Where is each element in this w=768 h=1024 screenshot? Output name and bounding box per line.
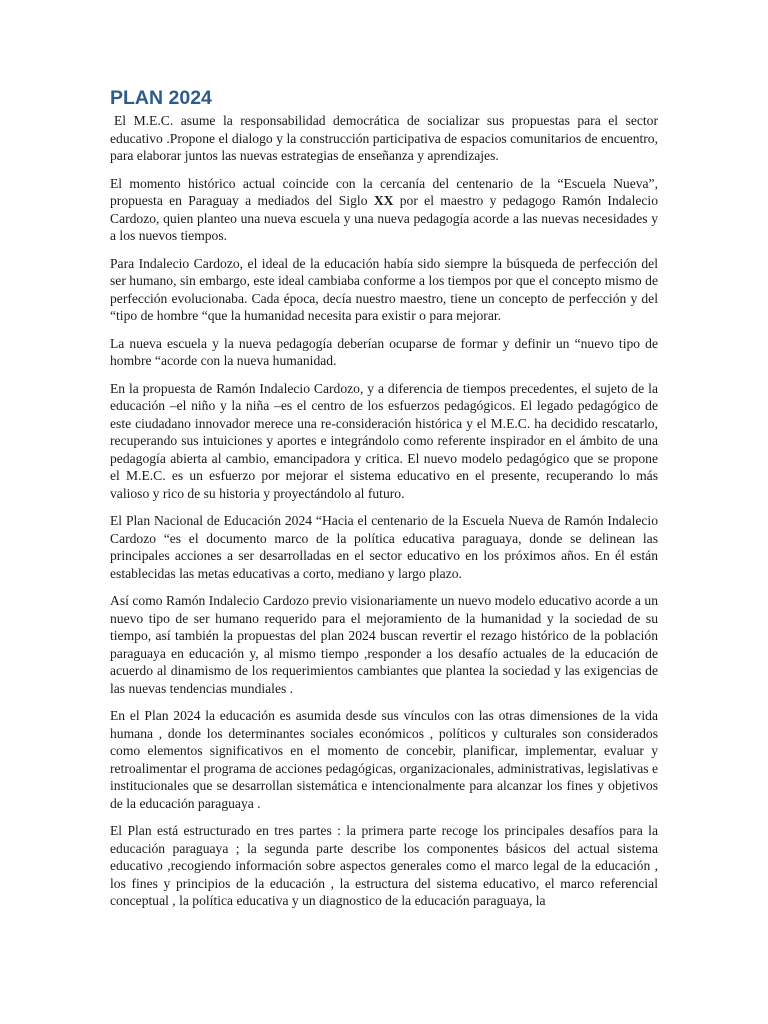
paragraph-vinculos: En el Plan 2024 la educación es asumida desde sus vínculos con las otras dimensiones de la vida humana , donde los determinantes sociales económicos , políticos y culturales son considerados como elementos significativos en el momento de concebir, planificar, implementar, evaluar y retroalimentar el programa de acciones pedagógicas, organizacionales, administrativas, legislativas e institucionales que se desarrollan sistemática e intencionalmente para alcanzar los fines y objetivos de la educación paraguaya .	[110, 708, 658, 811]
paragraph-plan-nacional: El Plan Nacional de Educación 2024 “Hacia el centenario de la Escuela Nueva de Ramón Indalecio Cardozo “es el documento marco de la política educativa paraguaya, donde se delinean las principales acciones a ser desarrolladas en el sector educativo en los próximos años. En él están establecidas las metas educativas a corto, mediano y largo plazo.	[110, 513, 658, 581]
paragraph-intro: El M.E.C. asume la responsabilidad democrática de socializar sus propuestas para el sector educativo .Propone el dialogo y la construcción participativa de espacios comunitarios de encuentro, para elaborar juntos las nuevas estrategias de enseñanza y aprendizajes.	[110, 113, 658, 163]
century-numeral: XX	[373, 193, 394, 208]
page-title: PLAN 2024	[110, 87, 212, 109]
paragraph-estructura: El Plan está estructurado en tres partes : la primera parte recoge los principales desafíos para la educación paraguaya ; la segunda parte describe los componentes básicos del actual sistema educativo ,recogiendo información sobre aspectos generales como el marco legal de la educación , los fines y principios de la educación , la estructura del sistema educativo, el marco referencial conceptual , la política educativa y un diagnostico de la educación paraguaya, la	[110, 823, 658, 908]
paragraph-modelo: Así como Ramón Indalecio Cardozo previo visionariamente un nuevo modelo educativo acorde a un nuevo tipo de ser humano requerido para el mejoramiento de la humanidad y la sociedad de su tiempo, así también la propuestas del plan 2024 buscan revertir el rezago histórico de la población paraguaya en educación y, al mismo tiempo ,responder a los desafío actuales de la educación de acuerdo al dinamismo de los requerimientos cambiantes que plantea la sociedad y las exigencias de las nuevas tendencias mundiales .	[110, 593, 658, 696]
paragraph-nueva-escuela: La nueva escuela y la nueva pedagogía deberían ocuparse de formar y definir un “nuevo tipo de hombre “acorde con la nueva humanidad.	[110, 335, 658, 368]
paragraph-propuesta: En la propuesta de Ramón Indalecio Cardozo, y a diferencia de tiempos precedentes, el sujeto de la educación –el niño y la niña –es el centro de los esfuerzos pedagógicos. El legado pedagógico de este ciudadano innovador merece una re-consideración histórica y el M.E.C. ha decidido rescatarlo, recuperando sus intuiciones y aportes e integrándolo como referente inspirador en el ámbito de una pedagogía abierta al cambio, emancipadora y critica. El nuevo modelo pedagógico que se propone el M.E.C. es un esfuerzo por mejorar el sistema educativo en el presente, recuperando lo más valioso y rico de su historia y proyectándolo al futuro.	[110, 380, 658, 501]
paragraph-ideal: Para Indalecio Cardozo, el ideal de la educación había sido siempre la búsqueda de perfección del ser humano, sin embargo, este ideal cambiaba conforme a los tiempos por que el concepto mismo de perfección evolucionaba. Cada época, decía nuestro maestro, tiene un concepto de perfección y del “tipo de hombre “que la humanidad necesita para existir o para mejorar.	[110, 255, 658, 323]
paragraph-text: El momento histórico actual coincide con la cercanía del centenario de la “Escuela Nueva”, propuesta en Paraguay a mediados del Siglo	[110, 175, 658, 208]
paragraph-text: por el maestro y pedagogo Ramón Indalecio Cardozo, quien planteo una nueva escuela y una nueva pedagogía acorde a las nuevas necesidades y a los nuevos tiempos.	[110, 193, 658, 243]
paragraph-escuela-nueva	[110, 175, 658, 245]
